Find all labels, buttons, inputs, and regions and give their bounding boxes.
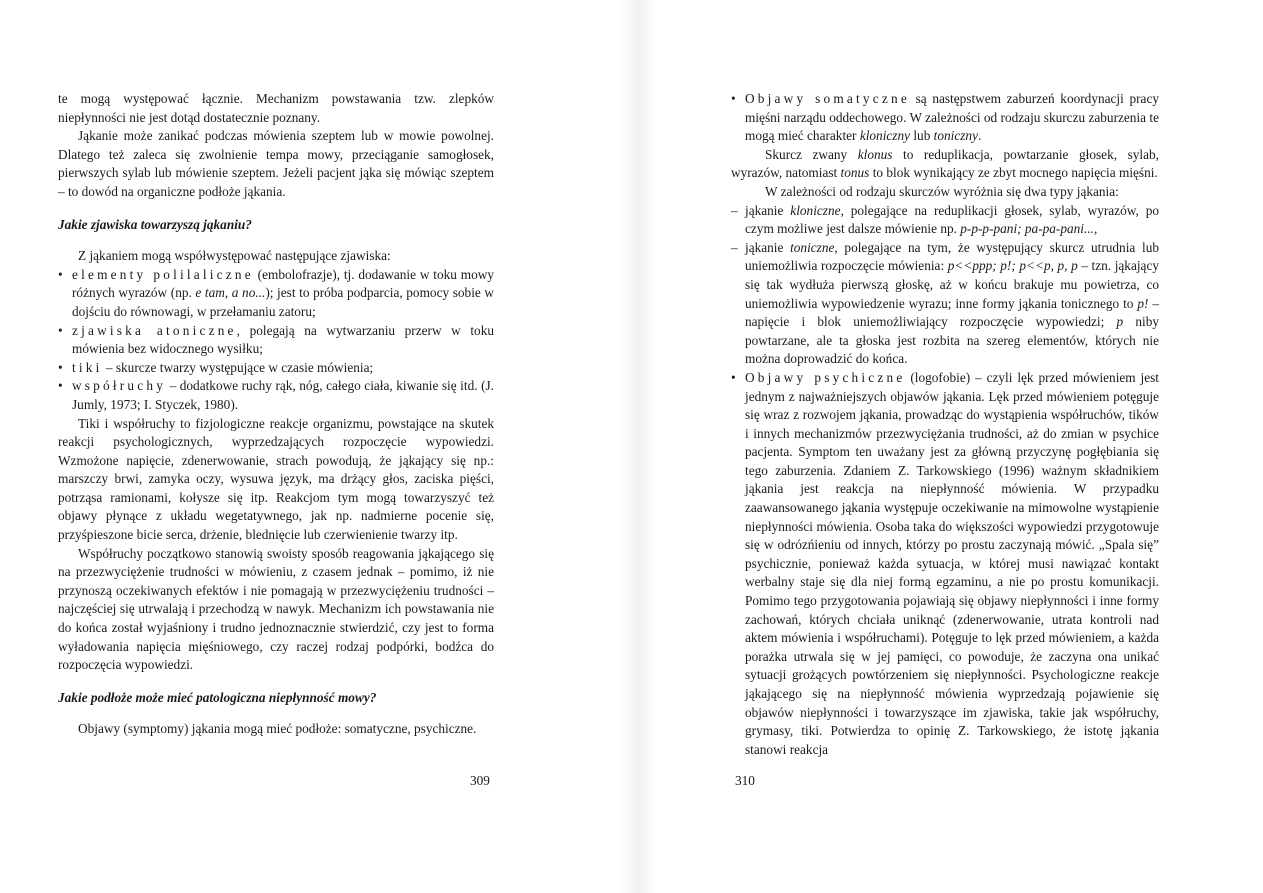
bullet-list <box>58 266 494 415</box>
paragraph: Tiki i współruchy to fizjologiczne reakcje organizmu, powstające na skutek reakcji psychologicznych, wyprzedzających rozpoczęcie wypowiedzi. Wzmożone napięcie, zdenerwowanie, strach powodują, że jąkający się np.: marszczy brwi, zamyka oczy, wysuwa język, ma drżący głos, zaciska pięści, potrząsa ramionami, kołysze się itp. Reakcjom tym mogą towarzyszyć też objawy płynące z układu wegetatywnego, jak np. nadmierne pocenie się, przyśpieszone bicie serca, drżenie, blednięcie lub czerwienienie twarzy itp. <box>58 415 494 543</box>
section-heading: Jakie zjawiska towarzyszą jąkaniu? <box>58 216 252 232</box>
paragraph: Jąkanie może zanikać podczas mówienia szeptem lub w mowie powolnej. Dlatego też zaleca się zwolnienie tempa mowy, przeciąganie samogłosek, pierwszych sylab lub mówienie szeptem. Jeżeli pacjent jąka się mówiąc szeptem – to dowód na organiczne podłoże jąkania. <box>58 128 494 199</box>
list-item: • tiki – skurcze twarzy występujące w czasie mówienia; <box>58 359 494 378</box>
paragraph: Współruchy początkowo stanowią swoisty sposób reagowania jąkającego się na przezwyciężenie trudności w mówieniu, z czasem jednak – pomimo, iż nie przynoszą oczekiwanych efektów i nie pomagają w przezwyciężeniu trudności – najczęściej się utrwalają i przechodzą w nawyk. Mechanizm ich powstawania nie do końca został wyjaśniony i trudno jednoznacznie stwierdzić, czy jest to forma wyładowania napięcia mięśniowego, czy raczej rodzaj podpórki, bodźca do rozpoczęcia wypowiedzi. <box>58 545 494 673</box>
dash-list <box>731 202 1159 369</box>
page-number: 310 <box>735 773 755 788</box>
dash-icon: – <box>731 239 738 255</box>
bullet-icon: • <box>58 378 63 394</box>
paragraph: Z jąkaniem mogą współwystępować następujące zjawiska: <box>78 248 391 264</box>
list-item: • Objawy somatyczne są następstwem zaburzeń koordynacji pracy mięśni narządu oddechowego. W zależności od rodzaju skurczu zaburzenia te mogą mieć charakter kloniczny lub toniczny. <box>731 91 1159 144</box>
list-item: – jąkanie toniczne, polegające na tym, że występujący skurcz utrudnia lub uniemożliwia rozpoczęcie mówienia: p<<ppp; p!; p<<p, p, p – tzn. jąkający się tak wydłuża pierwszą głoskę, aż w końcu brakuje mu powietrza, co uniemożliwia wypowiedzenie wyrazu; inne formy jąkania tonicznego to p! – napięcie i blok uniemożliwiający rozpoczęcie wypowiedzi; p niby powtarzane, ale ta głoska jest rozbita na szereg elementów, których nie można doprowadzić do końca. <box>731 239 1159 367</box>
list-item: • zjawiska atoniczne, polegają na wytwarzaniu przerw w toku mówienia bez widocznego wysiłku; <box>58 322 495 357</box>
page-number: 309 <box>470 773 490 788</box>
bullet-icon: • <box>58 266 63 282</box>
list-item: • elementy polilaliczne (embolofrazje), tj. dodawanie w toku mowy różnych wyrazów (np. e tam, a no...); jest to próba podparcia, pomocy sobie w dojściu do równowagi, w przełamaniu zatoru; <box>58 266 495 319</box>
bullet-icon: • <box>731 91 736 106</box>
bullet-icon: • <box>731 369 736 385</box>
bullet-list <box>731 90 1159 146</box>
paragraph: te mogą występować łącznie. Mechanizm powstawania tzw. zlepków niepłynności nie jest dotąd dostatecznie poznany. <box>58 91 494 125</box>
list-item: • Objawy psychiczne (logofobie) – czyli lęk przed mówieniem jest jednym z najważniejszych objawów jąkania. Lęk przed mówieniem potęguje się wraz z rozwojem jąkania, prowadząc do wystąpienia współruchów, tików i innych mechanizmów przezwyciężania trudności, aż do zmian w psychice pacjenta. Symptom ten uważany jest za główną przyczynę pogłębiania się tego zaburzenia. Zdaniem Z. Tarkowskiego (1996) ważnym składnikiem jąkania jest reakcja na niepłynność mówienia. W przypadku zaawansowanego jąkania występuje oczekiwanie na mimowolne wystąpienie niepłynności mówienia. Osoba taka do większości wypowiedzi przygotowuje się w odrózńieniu od innych, którzy po prostu zaczynają mówić. „Spala się” psychicznie, ponieważ każda sytuacja, w której musi nawiązać kontakt werbalny staje się dla niej formą egzaminu, a nie po prostu komunikacji. Pomimo tego przygotowania pojawiają się objawy niepłynności i inne formy zachowań, których chciała uniknąć (zdenerwowanie, utrata kontroli nad aktem mówienia i współruchami). Potęguje to lęk przed mówieniem, a każda porażka utrwala się w jej pamięci, co powoduje, że zaczyna ona unikać sytuacji grożących powtórzeniem się niepłynności. Psychologiczne reakcje jąkającego się na niepłynność mówienia wyprzedzają pojawienie się objawów niepłynności i towarzyszące im zjawiska, takie jak współruchy, grymasy, tiki. Potwierdza to opinię Z. Tarkowskiego, że istotę jąkania stanowi reakcja <box>731 369 1159 757</box>
right-text-column <box>731 90 1159 759</box>
bullet-icon: • <box>58 359 63 375</box>
book-gutter <box>620 0 657 893</box>
left-text-column <box>58 90 494 739</box>
right-page <box>657 0 1263 893</box>
section-heading: Jakie podłoże może mieć patologiczna niepłynność mowy? <box>58 689 377 705</box>
paragraph: Objawy (symptomy) jąkania mogą mieć podłoże: somatyczne, psychiczne. <box>78 721 477 737</box>
paragraph: W zależności od rodzaju skurczów wyróżnia się dwa typy jąkania: <box>765 183 1119 199</box>
paragraph: Skurcz zwany klonus to reduplikacja, powtarzanie głosek, sylab, wyrazów, natomiast tonus to blok wynikający ze zbyt mocnego napięcia mięśni. <box>731 146 1159 181</box>
list-item: • współruchy – dodatkowe ruchy rąk, nóg, całego ciała, kiwanie się itd. (J. Jumly, 1973; I. Styczek, 1980). <box>58 378 494 412</box>
list-item: – jąkanie kloniczne, polegające na reduplikacji głosek, sylab, wyrazów, po czym możliwe jest dalsze mówienie np. p-p-p-pani; pa-pa-pani..., <box>731 202 1159 237</box>
left-page <box>0 0 620 893</box>
bullet-icon: • <box>58 322 63 338</box>
bullet-list <box>731 369 1159 759</box>
dash-icon: – <box>731 202 738 218</box>
